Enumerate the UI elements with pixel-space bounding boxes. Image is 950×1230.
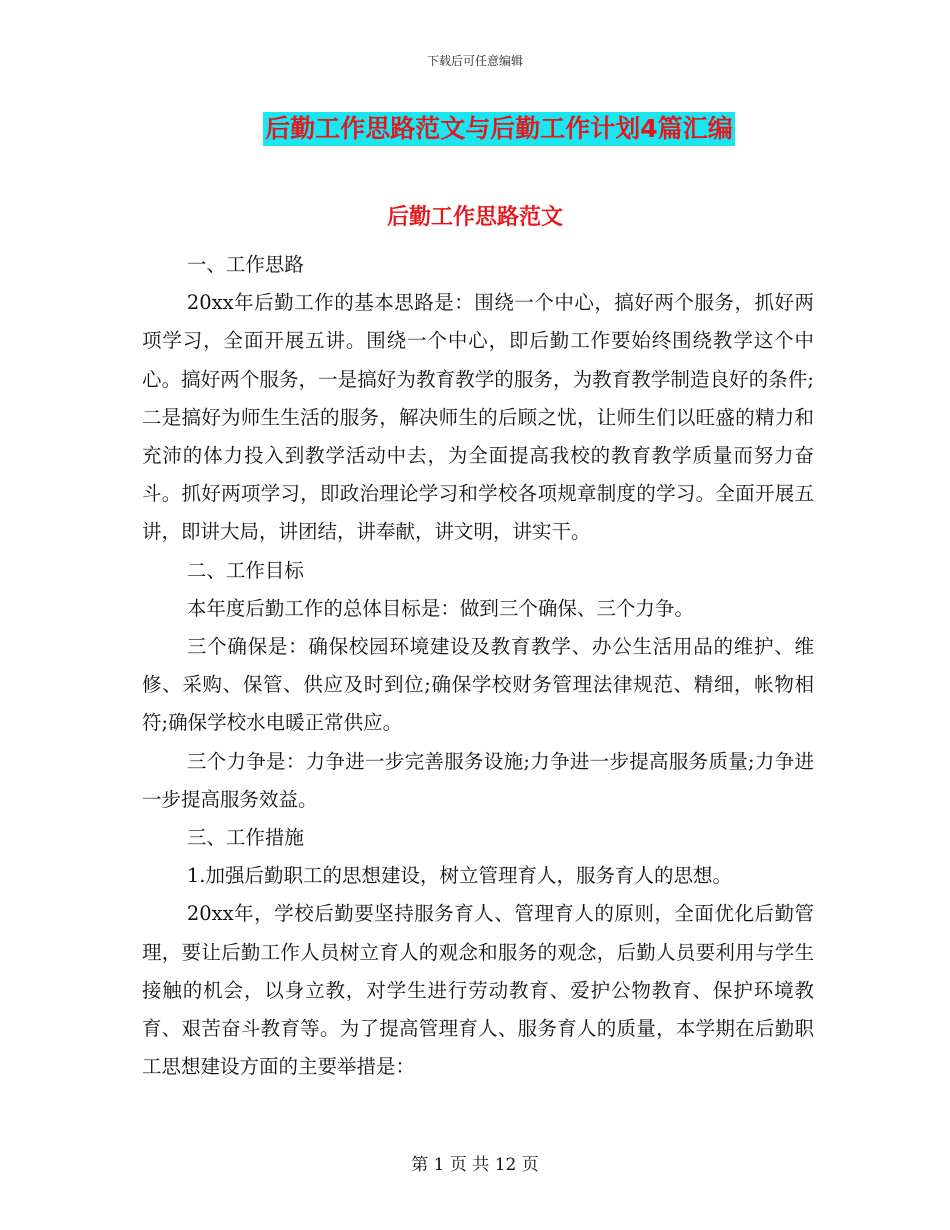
page-header-note: 下载后可任意编辑	[426, 54, 523, 68]
paragraph-basic-thinking: 20xx年后勤工作的基本思路是：围绕一个中心，搞好两个服务，抓好两项学习，全面开展五讲。围绕一个中心，即后勤工作要始终围绕教学这个中心。搞好两个服务，一是搞好为教育教学的服务，为教育教学制造良好的条件;二是搞好为师生生活的服务，解决师生的后顾之忧，让师生们以旺盛的精力和充沛的体力投入到教学活动中去，为全面提高我校的教育教学质量而努力奋斗。抓好两项学习，即政治理论学习和学校各项规章制度的学习。全面开展五讲，即讲大局，讲团结，讲奉献，讲文明，讲实干。	[142, 291, 814, 544]
heading-work-measures: 三、工作措施	[186, 826, 304, 850]
paragraph-overall-goal: 本年度后勤工作的总体目标是：做到三个确保、三个力争。	[186, 596, 694, 620]
page-number-footer: 第 1 页 共 12 页	[411, 1155, 539, 1175]
document-title: 后勤工作思路范文与后勤工作计划4篇汇编	[263, 112, 734, 146]
section-title: 后勤工作思路范文	[386, 205, 563, 230]
document-title-container	[0, 112, 950, 146]
paragraph-three-strives: 三个力争是：力争进一步完善服务设施;力争进一步提高服务质量;力争进一步提高服务效益。	[142, 749, 814, 811]
paragraph-measure-one-detail: 20xx年，学校后勤要坚持服务育人、管理育人的原则，全面优化后勤管理，要让后勤工作人员树立育人的观念和服务的观念，后勤人员要利用与学生接触的机会，以身立教，对学生进行劳动教育、爱护公物教育、保护环境教育、艰苦奋斗教育等。为了提高管理育人、服务育人的质量，本学期在后勤职工思想建设方面的主要举措是：	[142, 902, 814, 1079]
paragraph-three-ensures: 三个确保是：确保校园环境建设及教育教学、办公生活用品的维护、维修、采购、保管、供应及时到位;确保学校财务管理法律规范、精细，帐物相符;确保学校水电暖正常供应。	[142, 635, 814, 735]
paragraph-measure-one: 1.加强后勤职工的思想建设，树立管理育人，服务育人的思想。	[186, 864, 732, 888]
heading-work-thinking: 一、工作思路	[186, 253, 304, 276]
document-body	[142, 246, 814, 1086]
heading-work-goals: 二、工作目标	[186, 558, 304, 582]
